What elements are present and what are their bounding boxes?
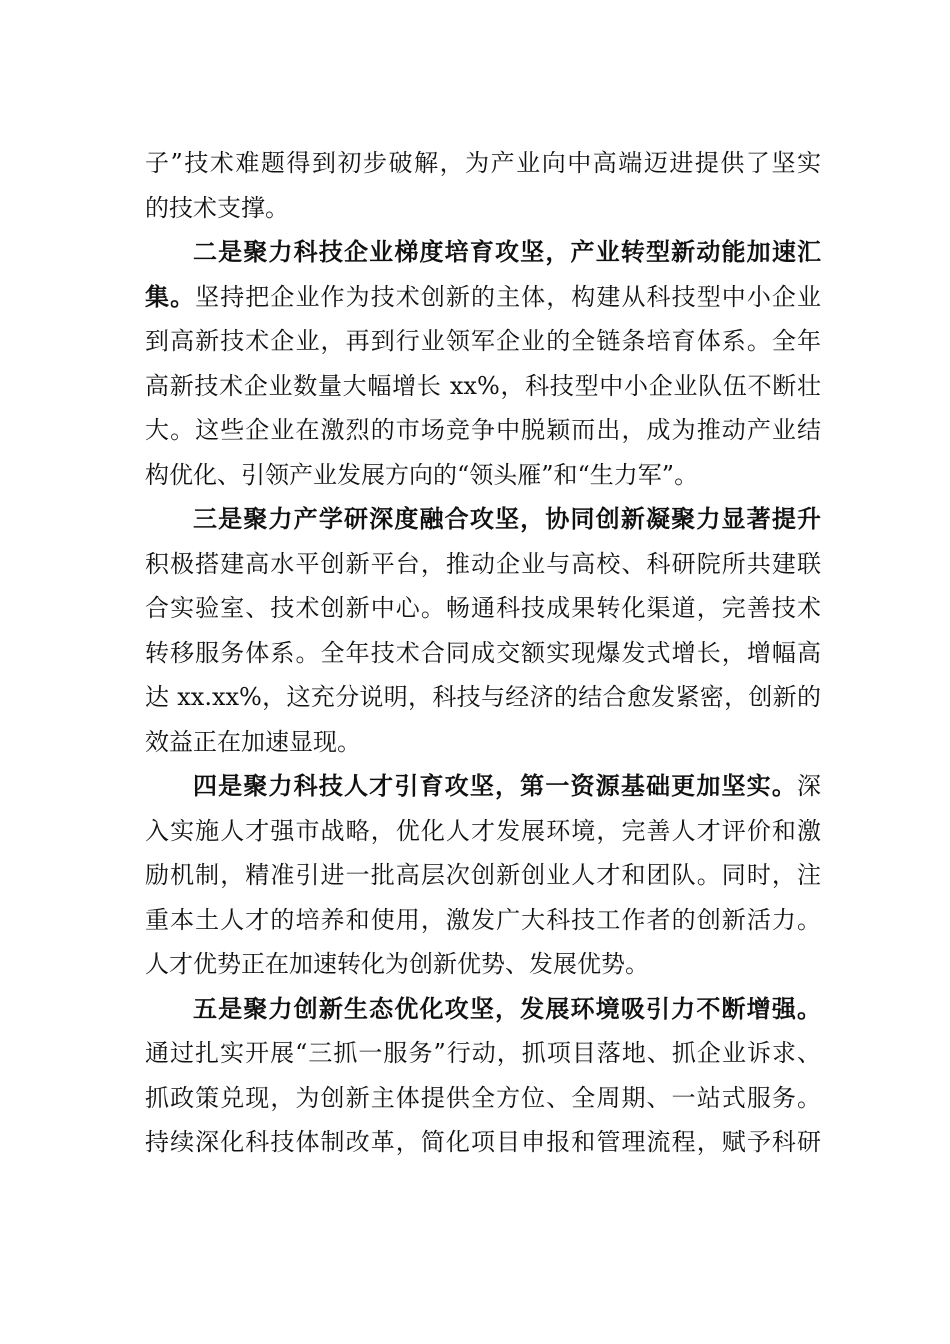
text-line: [145, 453, 821, 498]
text-line: [145, 987, 821, 1032]
body-text: 到高新技术企业，再到行业领军企业的全链条培育体系。全年: [145, 327, 821, 355]
text-line: [145, 809, 821, 854]
text-line: [145, 542, 821, 587]
text-line: [145, 141, 821, 186]
text-line: [145, 631, 821, 676]
body-text: 转移服务体系。全年技术合同成交额实现爆发式增长，增幅高: [145, 638, 821, 667]
text-line: [145, 898, 821, 943]
text-line: [145, 364, 821, 409]
bold-heading-text: 集。: [145, 281, 196, 311]
bold-heading-text: 四是聚力科技人才引育攻坚，第一资源基础更加坚实。: [193, 771, 797, 800]
bold-heading-text: 二是聚力科技企业梯度培育攻坚，产业转型新动能加速汇: [193, 237, 821, 266]
text-line: [145, 408, 821, 453]
text-line: [145, 1076, 821, 1121]
bold-heading-text: 五是聚力创新生态优化攻坚，发展环境吸引力不断增强。: [193, 993, 821, 1023]
body-text: 坚持把企业作为技术创新的主体，构建从科技型中小企业: [195, 282, 822, 311]
text-line: [145, 1120, 821, 1165]
text-line: [145, 853, 821, 898]
text-line: [145, 720, 821, 765]
text-line: [145, 1031, 821, 1076]
body-text: 的技术支撑。: [145, 193, 289, 222]
body-text: 效益正在加速显现。: [145, 727, 361, 756]
text-line: [145, 675, 821, 720]
text-line: [145, 497, 821, 542]
body-text: 通过扎实开展“三抓一服务”行动，抓项目落地、抓企业诉求、: [145, 1039, 821, 1067]
document-page: [145, 141, 821, 1165]
body-text: 励机制，精准引进一批高层次创新创业人才和团队。同时，注: [145, 861, 821, 889]
body-text: 合实验室、技术创新中心。畅通科技成果转化渠道，完善技术: [145, 594, 821, 622]
body-text: 持续深化科技体制改革，简化项目申报和管理流程，赋予科研: [145, 1128, 821, 1156]
text-line: [145, 586, 821, 631]
text-line: [145, 319, 821, 364]
body-text: 抓政策兑现，为创新主体提供全方位、全周期、一站式服务。: [145, 1083, 821, 1112]
text-line: [145, 764, 821, 809]
text-line: [145, 230, 821, 275]
bold-heading-text: 三是聚力产学研深度融合攻坚，协同创新凝聚力显著提升: [193, 504, 821, 533]
body-text: 深: [797, 772, 821, 800]
text-line: [145, 942, 821, 987]
body-text: 达 xx.xx%，这充分说明，科技与经济的结合愈发紧密，创新的: [145, 683, 821, 711]
text-line: [145, 275, 821, 320]
body-text: 子”技术难题得到初步破解，为产业向中高端迈进提供了坚实: [145, 149, 821, 177]
body-text: 构优化、引领产业发展方向的“领头雁”和“生力军”。: [145, 460, 699, 489]
body-text: 高新技术企业数量大幅增长 xx%，科技型中小企业队伍不断壮: [145, 371, 821, 400]
body-text: 大。这些企业在激烈的市场竞争中脱颖而出，成为推动产业结: [145, 416, 821, 444]
body-text: 积极搭建高水平创新平台，推动企业与高校、科研院所共建联: [145, 549, 821, 578]
body-text: 重本土人才的培养和使用，激发广大科技工作者的创新活力。: [145, 905, 821, 934]
body-text: 入实施人才强市战略，优化人才发展环境，完善人才评价和激: [145, 816, 821, 845]
body-text: 人才优势正在加速转化为创新优势、发展优势。: [145, 950, 649, 978]
text-line: [145, 186, 821, 231]
